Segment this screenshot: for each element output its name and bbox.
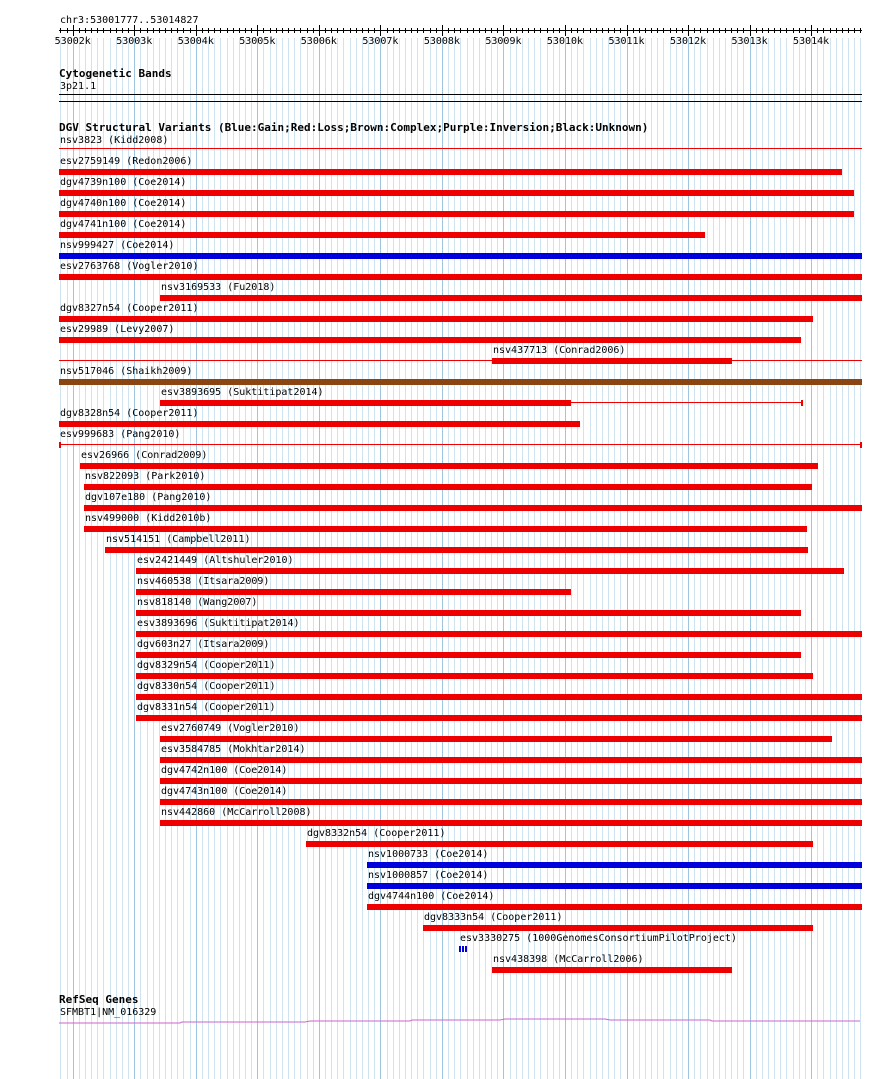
sv-feature-label[interactable]: nsv3823 (Kidd2008)	[60, 135, 169, 146]
sv-feature-bar[interactable]	[84, 526, 807, 532]
sv-feature-bar[interactable]	[59, 190, 854, 196]
sv-feature-segment[interactable]	[465, 946, 467, 952]
sv-feature-bar[interactable]	[59, 379, 862, 385]
sv-feature-label[interactable]: dgv8327n54 (Cooper2011)	[60, 303, 199, 314]
sv-feature-label[interactable]: esv2760749 (Vogler2010)	[161, 723, 300, 734]
ruler-tick-label: 53002k	[54, 36, 91, 47]
sv-feature-bar[interactable]	[59, 253, 862, 259]
ruler-tick-label: 53005k	[239, 36, 276, 47]
sv-feature-extent-line[interactable]	[59, 360, 862, 361]
sv-feature-label[interactable]: dgv603n27 (Itsara2009)	[137, 639, 270, 650]
sv-feature-bar[interactable]	[59, 169, 842, 175]
sv-feature-label[interactable]: nsv460538 (Itsara2009)	[137, 576, 270, 587]
sv-feature-label[interactable]: dgv4741n100 (Coe2014)	[60, 219, 187, 230]
cytoband-rule-bottom	[59, 101, 862, 102]
sv-feature-label[interactable]: dgv8333n54 (Cooper2011)	[424, 912, 563, 923]
refseq-track-title[interactable]: RefSeq Genes	[59, 993, 139, 1006]
ruler-tick-label: 53013k	[731, 36, 768, 47]
sv-feature-bar[interactable]	[136, 610, 801, 616]
sv-feature-label[interactable]: esv999683 (Pang2010)	[60, 429, 181, 440]
sv-feature-line[interactable]	[59, 444, 862, 445]
refseq-gene-model[interactable]	[0, 1014, 890, 1028]
sv-feature-bar[interactable]	[492, 967, 732, 973]
sv-feature-bar[interactable]	[136, 694, 862, 700]
refseq-gene-label[interactable]: SFMBT1|NM_016329	[60, 1007, 157, 1018]
sv-feature-bar[interactable]	[136, 715, 862, 721]
ruler-tick-label: 53009k	[485, 36, 522, 47]
cytoband-track-title[interactable]: Cytogenetic Bands	[59, 67, 172, 80]
sv-feature-bar[interactable]	[136, 631, 862, 637]
sv-feature-bar[interactable]	[59, 421, 580, 427]
ruler-tick-label: 53008k	[423, 36, 460, 47]
ruler-tick-label: 53011k	[608, 36, 645, 47]
sv-feature-label[interactable]: dgv4740n100 (Coe2014)	[60, 198, 187, 209]
sv-feature-label[interactable]: esv2759149 (Redon2006)	[60, 156, 193, 167]
sv-feature-label[interactable]: nsv818140 (Wang2007)	[137, 597, 258, 608]
cytoband-label[interactable]: 3p21.1	[60, 81, 97, 92]
coordinate-ruler[interactable]	[0, 0, 890, 50]
sv-feature-bar[interactable]	[136, 568, 844, 574]
sv-feature-label[interactable]: nsv3169533 (Fu2018)	[161, 282, 276, 293]
sv-feature-bar[interactable]	[367, 904, 862, 910]
sv-feature-bar[interactable]	[84, 484, 812, 490]
sv-feature-label[interactable]: esv29989 (Levy2007)	[60, 324, 175, 335]
locus-label: chr3:53001777..53014827	[60, 15, 199, 26]
sv-feature-label[interactable]: esv2421449 (Altshuler2010)	[137, 555, 294, 566]
sv-feature-bar[interactable]	[492, 358, 732, 364]
sv-feature-label[interactable]: nsv438398 (McCarroll2006)	[493, 954, 644, 965]
ruler-tick-label: 53012k	[669, 36, 707, 47]
sv-feature-bar[interactable]	[136, 652, 801, 658]
sv-feature-bar[interactable]	[136, 589, 571, 595]
sv-feature-label[interactable]: esv3330275 (1000GenomesConsortiumPilotProject)	[460, 933, 737, 944]
sv-feature-label[interactable]: dgv4739n100 (Coe2014)	[60, 177, 187, 188]
sv-feature-label[interactable]: esv3893695 (Suktitipat2014)	[161, 387, 324, 398]
sv-feature-segment[interactable]	[459, 946, 461, 952]
sv-feature-bar[interactable]	[160, 757, 862, 763]
sv-feature-bar[interactable]	[160, 295, 862, 301]
sv-feature-label[interactable]: nsv999427 (Coe2014)	[60, 240, 175, 251]
sv-feature-label[interactable]: esv3893696 (Suktitipat2014)	[137, 618, 300, 629]
sv-feature-label[interactable]: dgv8332n54 (Cooper2011)	[307, 828, 446, 839]
sv-feature-bar[interactable]	[59, 316, 813, 322]
sv-feature-bar[interactable]	[59, 232, 705, 238]
sv-feature-bar[interactable]	[367, 862, 862, 868]
sv-feature-bar[interactable]	[84, 505, 862, 511]
ruler-tick-label: 53004k	[177, 36, 214, 47]
sv-feature-bar[interactable]	[105, 547, 808, 553]
sv-feature-bar[interactable]	[136, 673, 813, 679]
sv-feature-end-cap	[860, 442, 862, 448]
sv-feature-label[interactable]: dgv8331n54 (Cooper2011)	[137, 702, 276, 713]
sv-feature-label[interactable]: dgv8330n54 (Cooper2011)	[137, 681, 276, 692]
ruler-tick-label: 53010k	[546, 36, 584, 47]
sv-feature-label[interactable]: nsv1000733 (Coe2014)	[368, 849, 489, 860]
sv-feature-label[interactable]: nsv822093 (Park2010)	[85, 471, 206, 482]
sv-feature-bar[interactable]	[160, 799, 862, 805]
sv-feature-label[interactable]: dgv107e180 (Pang2010)	[85, 492, 212, 503]
sv-feature-label[interactable]: esv3584785 (Mokhtar2014)	[161, 744, 306, 755]
sv-feature-bar[interactable]	[80, 463, 818, 469]
sv-feature-bar[interactable]	[160, 736, 832, 742]
sv-feature-line[interactable]	[59, 148, 862, 149]
sv-feature-bar[interactable]	[160, 820, 862, 826]
sv-feature-bar[interactable]	[59, 274, 862, 280]
sv-feature-label[interactable]: dgv8329n54 (Cooper2011)	[137, 660, 276, 671]
sv-feature-label[interactable]: nsv437713 (Conrad2006)	[493, 345, 626, 356]
ruler-tick-label: 53003k	[116, 36, 153, 47]
ruler-tick-label: 53006k	[300, 36, 337, 47]
sv-feature-segment[interactable]	[462, 946, 464, 952]
sv-feature-label[interactable]: nsv517046 (Shaikh2009)	[60, 366, 193, 377]
sv-feature-label[interactable]: nsv514151 (Campbell2011)	[106, 534, 251, 545]
ruler-tick-label: 53007k	[362, 36, 399, 47]
dgv-track-title[interactable]: DGV Structural Variants (Blue:Gain;Red:Loss;Brown:Complex;Purple:Inversion;Black:Unknown)	[59, 121, 649, 134]
sv-feature-bar[interactable]	[59, 337, 801, 343]
sv-feature-label[interactable]: dgv4744n100 (Coe2014)	[368, 891, 495, 902]
sv-feature-bar[interactable]	[423, 925, 813, 931]
sv-feature-bar[interactable]	[306, 841, 813, 847]
sv-feature-bar[interactable]	[160, 778, 862, 784]
ruler-tick-label: 53014k	[793, 36, 830, 47]
sv-feature-label[interactable]: dgv4743n100 (Coe2014)	[161, 786, 288, 797]
sv-feature-label[interactable]: dgv4742n100 (Coe2014)	[161, 765, 288, 776]
sv-feature-bar[interactable]	[367, 883, 862, 889]
sv-feature-end-cap	[59, 442, 61, 448]
sv-feature-label[interactable]: nsv499000 (Kidd2010b)	[85, 513, 212, 524]
sv-feature-end-cap	[801, 400, 803, 406]
sv-feature-label[interactable]: nsv442860 (McCarroll2008)	[161, 807, 312, 818]
sv-feature-bar[interactable]	[59, 211, 854, 217]
sv-feature-bar[interactable]	[160, 400, 571, 406]
sv-feature-label[interactable]: esv2763768 (Vogler2010)	[60, 261, 199, 272]
cytoband-rule-top	[59, 94, 862, 95]
sv-feature-label[interactable]: nsv1000857 (Coe2014)	[368, 870, 489, 881]
sv-feature-label[interactable]: dgv8328n54 (Cooper2011)	[60, 408, 199, 419]
sv-feature-label[interactable]: esv26966 (Conrad2009)	[81, 450, 208, 461]
